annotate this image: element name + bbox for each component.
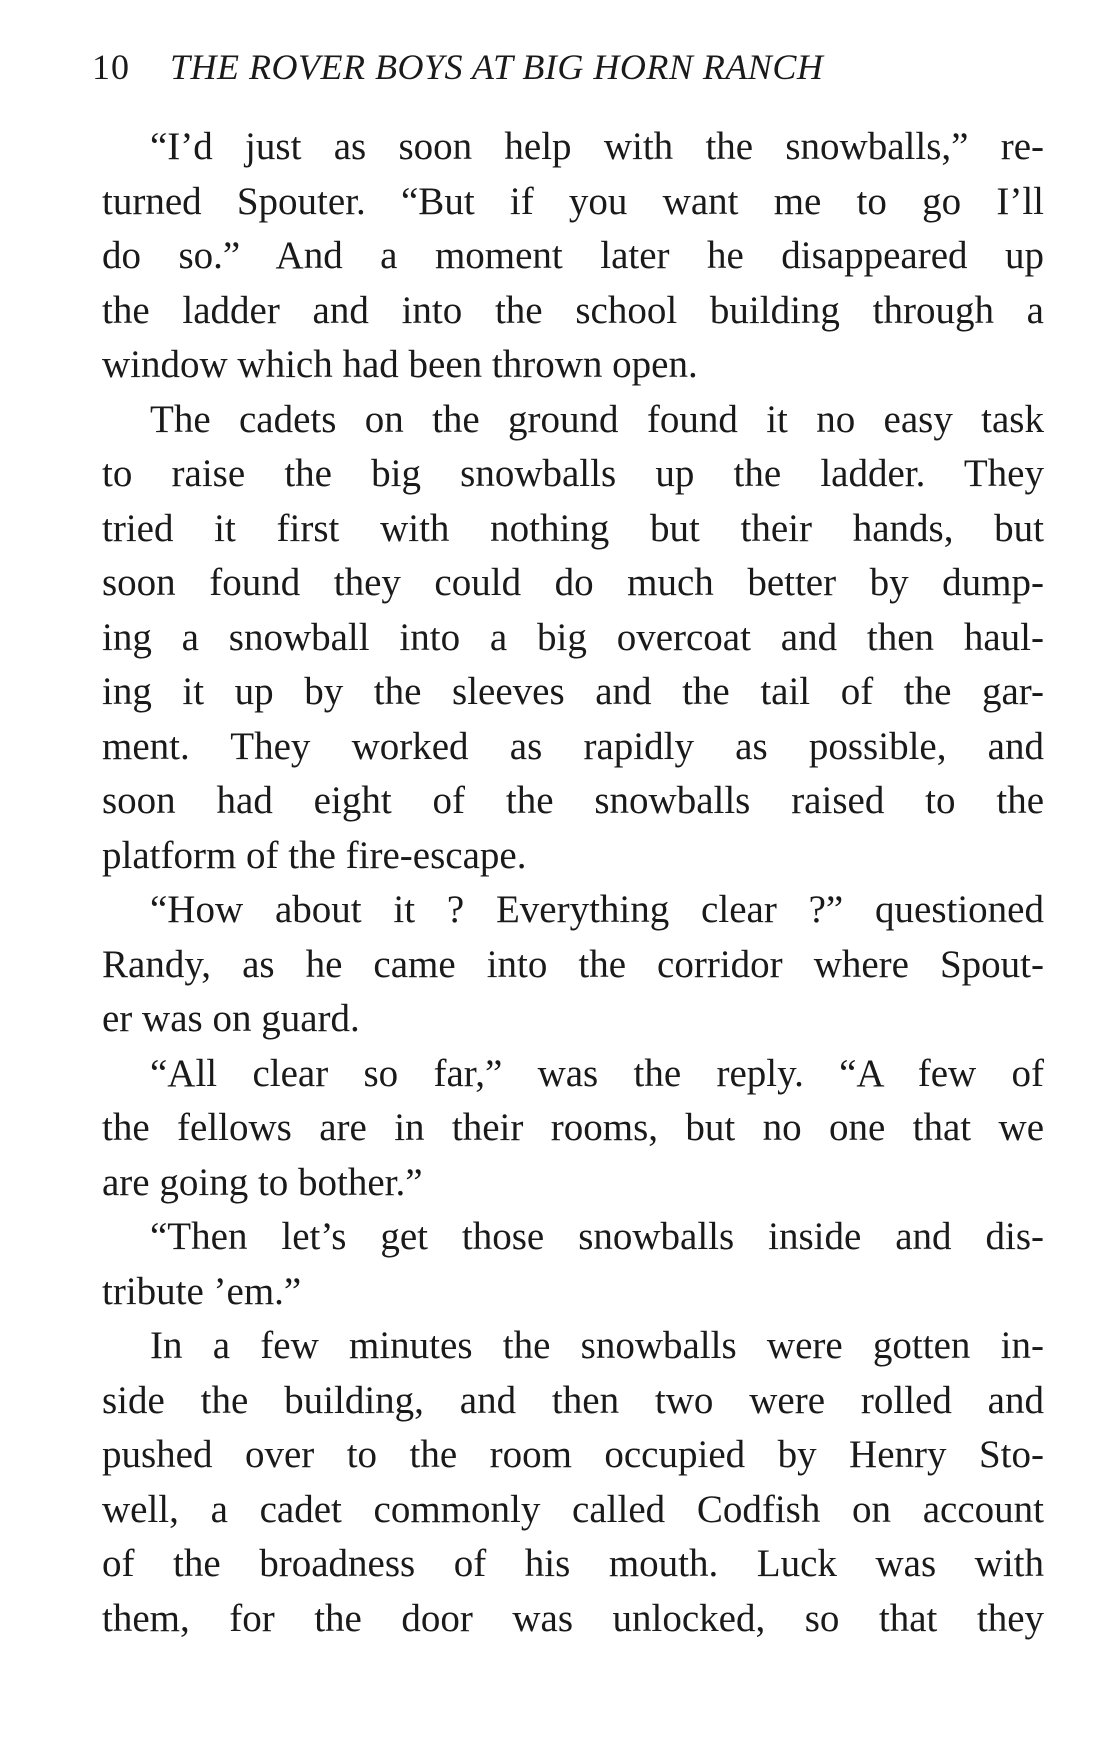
text-line: Randy, as he came into the corridor where Spout- <box>102 942 1044 986</box>
text-line: In a few minutes the snowballs were gotten in- <box>150 1324 1044 1367</box>
text-line: The cadets on the ground found it no easy task <box>150 397 1044 441</box>
text-line: soon had eight of the snowballs raised to the <box>102 779 1044 822</box>
text-line: turned Spouter. “But if you want me to go I’ll <box>102 179 1044 223</box>
running-head <box>92 42 992 92</box>
text-line: ment. They worked as rapidly as possible, and <box>102 724 1044 768</box>
text-line: platform of the fire-escape. <box>102 833 527 877</box>
body-text <box>102 120 1044 1646</box>
text-line: ing it up by the sleeves and the tail of the gar- <box>102 670 1044 713</box>
book-title: THE ROVER BOYS AT BIG HORN RANCH <box>170 47 824 87</box>
text-line: the fellows are in their rooms, but no one that we <box>102 1106 1044 1149</box>
text-line: tried it first with nothing but their hands, but <box>102 506 1044 550</box>
text-line: to raise the big snowballs up the ladder. They <box>102 452 1044 495</box>
text-line: them, for the door was unlocked, so that they <box>102 1596 1044 1640</box>
text-line: well, a cadet commonly called Codfish on account <box>102 1487 1044 1531</box>
text-line: “I’d just as soon help with the snowballs,” re- <box>150 125 1044 168</box>
text-line: “Then let’s get those snowballs inside and dis- <box>150 1215 1044 1258</box>
text-line: pushed over to the room occupied by Henry Sto- <box>102 1433 1044 1476</box>
text-line: er was on guard. <box>102 997 360 1040</box>
text-line: “All clear so far,” was the reply. “A few of <box>150 1051 1044 1095</box>
text-line: of the broadness of his mouth. Luck was with <box>102 1542 1044 1585</box>
text-line: the ladder and into the school building through a <box>102 288 1044 332</box>
page-number: 10 <box>92 47 130 87</box>
text-line: window which had been thrown open. <box>102 343 698 386</box>
text-line: are going to bother.” <box>102 1160 423 1204</box>
text-line: side the building, and then two were rolled and <box>102 1378 1044 1422</box>
text-line: soon found they could do much better by dump- <box>102 561 1044 604</box>
text-line: tribute ’em.” <box>102 1269 302 1313</box>
text-line: “How about it ? Everything clear ?” questioned <box>150 888 1044 931</box>
text-line: ing a snowball into a big overcoat and then haul- <box>102 615 1044 659</box>
text-line: do so.” And a moment later he disappeared up <box>102 234 1044 277</box>
